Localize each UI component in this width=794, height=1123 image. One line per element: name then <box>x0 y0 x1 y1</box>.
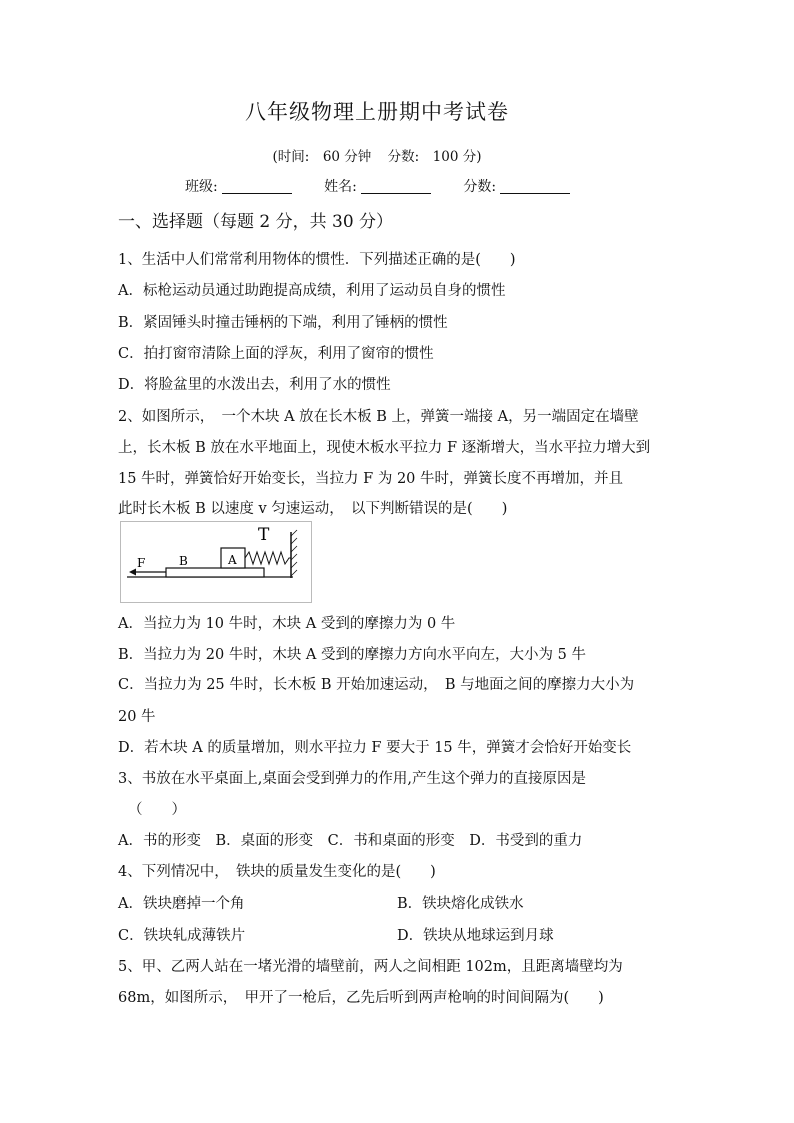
q2-stem-line3: 15 牛时，弹簧恰好开始变长，当拉力 F 为 20 牛时，弹簧长度不再增加，并且 <box>118 471 624 487</box>
label-a: A <box>228 553 237 567</box>
student-info <box>185 176 598 196</box>
q4-stem: 4、下列情况中， 铁块的质量发生变化的是( ) <box>118 864 436 880</box>
name-blank[interactable] <box>361 179 431 194</box>
score-field: 分数: <box>463 176 570 196</box>
q1-option-c: C．拍打窗帘清除上面的浮灰，利用了窗帘的惯性 <box>118 346 434 362</box>
exam-time: (时间: 60 分钟 <box>272 149 372 165</box>
name-field: 姓名: <box>324 176 431 196</box>
q2-option-d: D．若木块 A 的质量增加，则水平拉力 F 要大于 15 牛，弹簧才会恰好开始变长 <box>118 740 632 756</box>
q4-option-b: B．铁块熔化成铁水 <box>397 896 524 912</box>
q3-options: A．书的形变 B．桌面的形变 C．书和桌面的形变 D．书受到的重力 <box>118 833 583 849</box>
class-blank[interactable] <box>222 179 292 194</box>
label-t: T <box>258 525 270 545</box>
q1-option-d: D．将脸盆里的水泼出去，利用了水的惯性 <box>118 377 391 393</box>
q5-stem-line2: 68m，如图所示， 甲开了一枪后，乙先后听到两声枪响的时间间隔为( ) <box>118 990 604 1006</box>
q1-option-b: B．紧固锤头时撞击锤柄的下端，利用了锤柄的惯性 <box>118 315 448 331</box>
wall-hatching <box>291 530 297 576</box>
q2-option-a: A．当拉力为 10 牛时，木块 A 受到的摩擦力为 0 牛 <box>118 616 456 632</box>
q2-stem-line4: 此时长木板 B 以速度 v 匀速运动， 以下判断错误的是( ) <box>118 501 508 517</box>
page-title: 八年级物理上册期中考试卷 <box>245 100 509 124</box>
q3-stem: 3、书放在水平桌面上,桌面会受到弹力的作用,产生这个弹力的直接原因是 <box>118 771 586 787</box>
score-blank[interactable] <box>500 179 570 194</box>
q2-figure <box>120 521 312 603</box>
section-heading: 一、选择题（每题 2 分，共 30 分） <box>118 212 394 232</box>
q3-paren: （ ） <box>128 802 186 818</box>
q4-option-c: C．铁块轧成薄铁片 <box>118 928 246 944</box>
force-f-arrowhead <box>129 569 136 576</box>
spring <box>245 552 291 564</box>
board-b <box>166 568 264 577</box>
q1-stem: 1、生活中人们常常利用物体的惯性．下列描述正确的是( ) <box>118 252 516 268</box>
q4-option-a: A．铁块磨掉一个角 <box>118 896 245 912</box>
exam-score: 分数: 100 分) <box>387 149 482 165</box>
class-field: 班级: <box>185 176 292 196</box>
q2-option-c-line1: C．当拉力为 25 牛时，长木板 B 开始加速运动， B 与地面之间的摩擦力大小为 <box>118 677 635 693</box>
q2-option-b: B．当拉力为 20 牛时，木块 A 受到的摩擦力方向水平向左，大小为 5 牛 <box>118 647 586 663</box>
exam-meta <box>0 145 754 165</box>
q5-stem-line1: 5、甲、乙两人站在一堵光滑的墙壁前，两人之间相距 102m，且距离墙壁均为 <box>118 959 623 975</box>
q1-option-a: A．标枪运动员通过助跑提高成绩，利用了运动员自身的惯性 <box>118 283 506 299</box>
q2-stem-line2: 上，长木板 B 放在水平地面上，现使木板水平拉力 F 逐渐增大，当水平拉力增大到 <box>118 440 651 456</box>
q4-option-d: D．铁块从地球运到月球 <box>397 928 554 944</box>
label-b: B <box>179 554 188 568</box>
q2-option-c-line2: 20 牛 <box>118 709 156 725</box>
q2-stem-line1: 2、如图所示， 一个木块 A 放在长木板 B 上，弹簧一端接 A，另一端固定在墙壁 <box>118 409 639 425</box>
label-f: F <box>137 556 146 570</box>
spring-board-diagram <box>121 522 311 602</box>
